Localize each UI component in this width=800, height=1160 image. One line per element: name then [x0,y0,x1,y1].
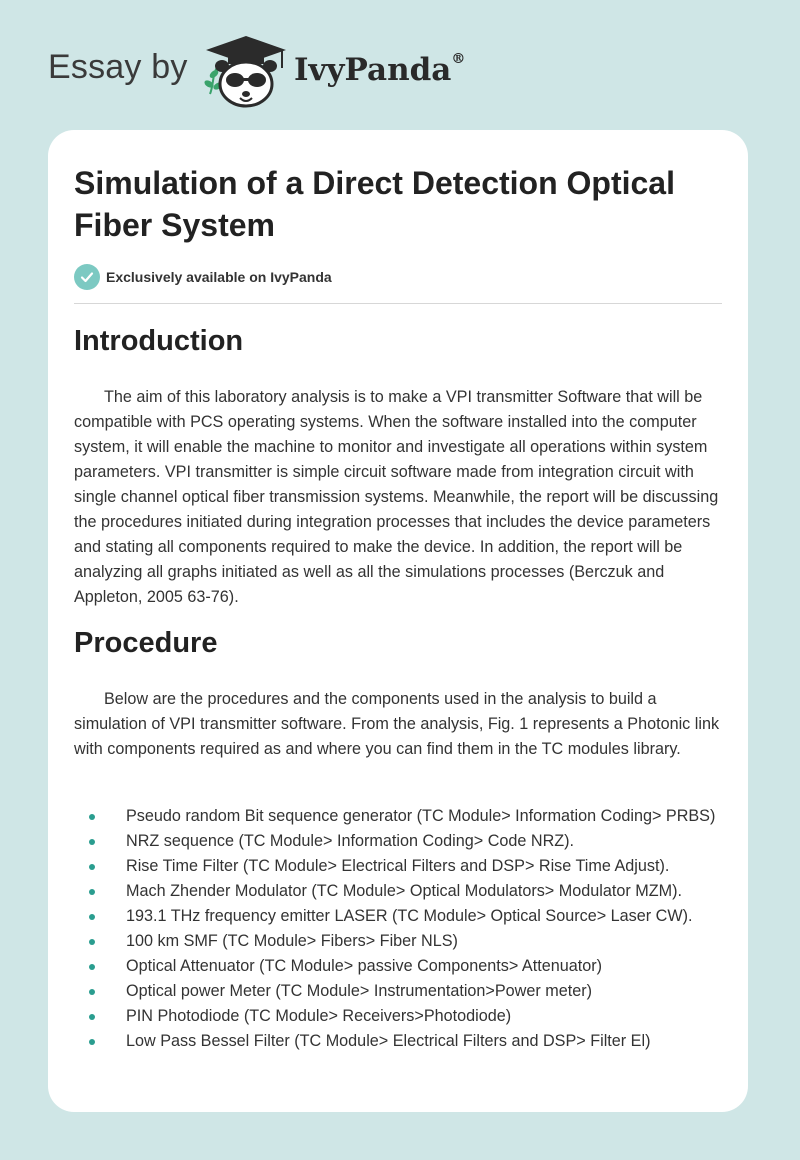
list-item [74,904,734,929]
site-header [0,0,800,120]
bullet-icon [89,889,95,895]
bullet-icon [89,1039,95,1045]
list-item [74,879,734,904]
procedure-paragraph: Below are the procedures and the components used in the analysis to build a simulation of VPI transmitter software. From the analysis, Fig. 1 represents a Photonic link with components required as and where you can find them in the TC modules library. [74,690,720,758]
bullet-icon [89,914,95,920]
section-heading-procedure: Procedure [74,627,218,659]
list-item-text: PIN Photodiode (TC Module> Receivers>Photodiode) [126,1007,512,1025]
list-item-text: Mach Zhender Modulator (TC Module> Optical Modulators> Modulator MZM). [126,882,682,900]
list-item-text: Pseudo random Bit sequence generator (TC Module> Information Coding> PRBS) [126,807,716,825]
brand-prefix: Essay by [48,48,188,86]
bullet-icon [89,1014,95,1020]
article-card [48,130,748,1112]
list-item [74,854,734,879]
list-item-text: Low Pass Bessel Filter (TC Module> Electrical Filters and DSP> Filter El) [126,1032,651,1050]
list-item-text: Optical Attenuator (TC Module> passive Components> Attenuator) [126,957,602,975]
list-item [74,1004,734,1029]
divider [74,303,722,304]
page-title: Simulation of a Direct Detection Optical Fiber System [74,165,675,243]
list-item-text: 100 km SMF (TC Module> Fibers> Fiber NLS) [126,932,458,950]
brand-name-text: IvyPanda [294,52,452,88]
list-item-text: Rise Time Filter (TC Module> Electrical Filters and DSP> Rise Time Adjust). [126,857,670,875]
section-heading-introduction: Introduction [74,325,244,357]
badge-text: Exclusively available on IvyPanda [106,269,332,285]
brand-name[interactable] [294,52,465,88]
list-item [74,804,734,829]
bullet-icon [89,864,95,870]
panda-logo-icon[interactable] [200,34,292,110]
bullet-icon [89,814,95,820]
bullet-icon [89,964,95,970]
list-item-text: NRZ sequence (TC Module> Information Coding> Code NRZ). [126,832,575,850]
list-item-text: 193.1 THz frequency emitter LASER (TC Module> Optical Source> Laser CW). [126,907,693,925]
introduction-paragraph: The aim of this laboratory analysis is to make a VPI transmitter Software that will be compatible with PCS operating systems. When the software installed into the computer system, it will enable the machine to monitor and investigate all operations within system parameters. VPI transmitter is simple circuit software made from integration circuit with single channel optical fiber transmission systems. Meanwhile, the report will be discussing the procedures initiated during integration processes that includes the device parameters and stating all components required to make the device. In addition, the report will be analyzing all graphs initiated as well as all the simulations processes (Berczuk and Appleton, 2005 63-76). [74,388,719,606]
bullet-icon [89,939,95,945]
list-item [74,829,734,854]
checkmark-icon [74,264,100,290]
list-item [74,1029,734,1054]
list-item [74,979,734,1004]
bullet-icon [89,989,95,995]
bullet-icon [89,839,95,845]
list-item-text: Optical power Meter (TC Module> Instrumentation>Power meter) [126,982,593,1000]
exclusive-badge [74,264,332,290]
list-item [74,929,734,954]
registered-mark: ® [451,50,466,67]
components-list [74,804,734,1054]
list-item [74,954,734,979]
